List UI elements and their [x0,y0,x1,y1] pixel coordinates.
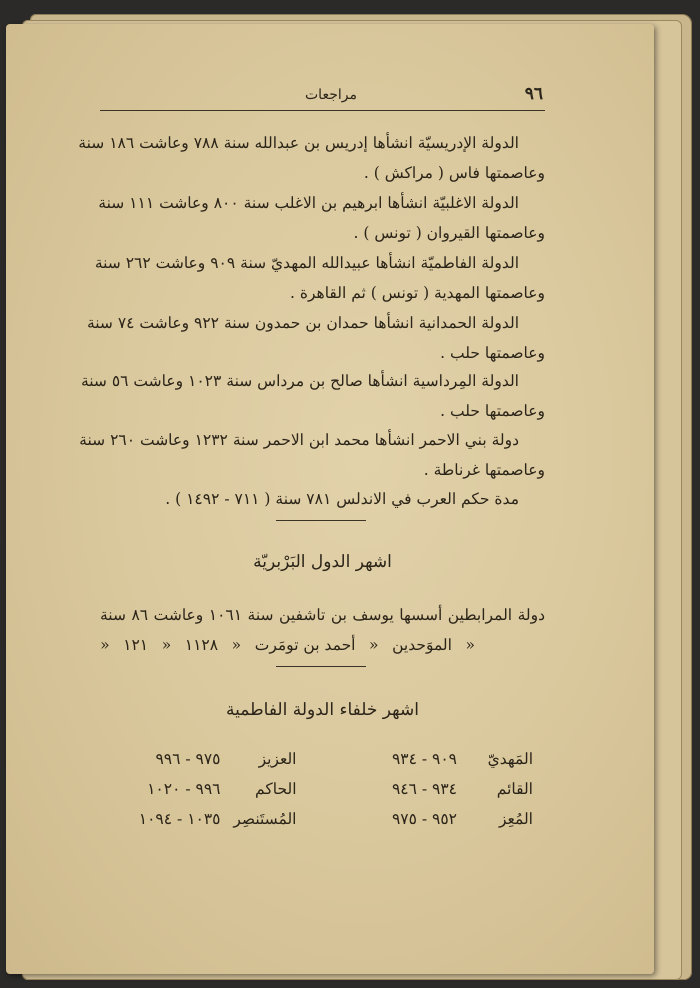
caliph-name: القائم [496,780,533,798]
caliph-reign: ٩٧٥ - ٩٩٦ [155,750,221,768]
fatimid-caliphs-table [100,744,545,834]
ditto-mark: « [231,636,242,654]
dynasty-entry-nasrid [79,425,545,485]
dynasty-entry-fatimid [94,248,545,308]
section-divider [276,520,366,521]
caliph-entry [337,744,546,774]
caliph-reign: ٩٥٢ - ٩٧٥ [391,810,457,828]
dynasty-line: وعاصمتها غرناطة . [423,461,545,479]
dynasty-line: وعاصمتها حلب . [440,402,545,420]
berber-row-almohad [100,630,545,660]
dynasty-name: الموَحدين [392,636,452,654]
dynasty-entry-idrisid [78,128,545,188]
page-header [100,84,545,111]
dynasty-entry-hamdanid [86,308,545,368]
fatimid-caliphs-heading: اشهر خلفاء الدولة الفاطمية [226,700,419,720]
dynasty-entry-aghlabid [100,188,545,248]
caliph-reign: ٩٩٦ - ١٠٢٠ [147,780,221,798]
section-divider [276,666,366,667]
dynasty-entry-mirdasid [80,366,545,426]
ditto-mark: « [465,636,475,654]
caliph-name: العزيز [258,750,297,768]
ditto-mark: « [369,636,379,654]
ditto-mark: « [100,636,110,654]
dynasty-line: وعاصمتها حلب . [440,344,545,362]
caliph-entry [100,804,337,834]
caliph-name: المَهديّ [487,750,533,768]
running-title: مراجعات [305,87,357,103]
caliph-name: المُعِز [498,810,533,828]
page-number: ٩٦ [524,84,543,104]
dynasty-line: دولة بني الاحمر انشأها محمد ابن الاحمر سنة ١٢٣٢ وعاشت ٢٦٠ سنة [79,431,519,449]
founding-year: ١١٢٨ [184,636,219,654]
ditto-mark: « [161,636,172,654]
caliph-row [100,744,545,774]
founder-name: أحمد بن تومَرت [254,636,356,654]
berber-dynasties [100,600,545,660]
dynasty-line: الدولة الاغلبيّة انشأها ابرهيم بن الاغلب سنة ٨٠٠ وعاشت ١١١ سنة [98,194,519,212]
caliph-reign: ٩٣٤ - ٩٤٦ [391,780,457,798]
duration-years: ١٢١ [123,636,149,654]
andalus-note-text: مدة حكم العرب في الاندلس ٧٨١ سنة ( ٧١١ - ١٤٩٢ ) . [165,490,519,508]
caliph-name: الحاكم [255,780,297,798]
berber-row-almoravid: دولة المرابطين أسسها يوسف بن تاشفين سنة ١٠٦١ وعاشت ٨٦ سنة [100,606,545,624]
caliph-name: المُستَنصِر [233,810,297,828]
dynasty-line: وعاصمتها المهدية ( تونس ) ثم القاهرة . [290,284,545,302]
dynasty-line: وعاصمتها القيروان ( تونس ) . [353,224,545,242]
caliph-entry [100,744,337,774]
dynasty-line: الدولة الإدريسيّة انشأها إدريس بن عبدالله سنة ٧٨٨ وعاشت ١٨٦ سنة [78,134,519,152]
caliph-entry [100,774,337,804]
dynasty-line: الدولة المِرداسية انشأها صالح بن مرداس سنة ١٠٢٣ وعاشت ٥٦ سنة [80,372,519,390]
berber-heading: اشهر الدول البَرْبريّة [253,552,392,572]
caliph-row [100,804,545,834]
caliph-entry [337,804,546,834]
andalus-note [100,484,545,514]
dynasty-line: الدولة الفاطميّة انشأها عبيدالله المهديّ سنة ٩٠٩ وعاشت ٢٦٢ سنة [94,254,519,272]
caliph-reign: ١٠٣٥ - ١٠٩٤ [138,810,221,828]
dynasty-line: وعاصمتها فاس ( مراكش ) . [363,164,545,182]
caliph-entry [337,774,546,804]
dynasty-line: الدولة الحمدانية انشأها حمدان بن حمدون سنة ٩٢٢ وعاشت ٧٤ سنة [86,314,519,332]
caliph-row [100,774,545,804]
caliph-reign: ٩٠٩ - ٩٣٤ [391,750,457,768]
